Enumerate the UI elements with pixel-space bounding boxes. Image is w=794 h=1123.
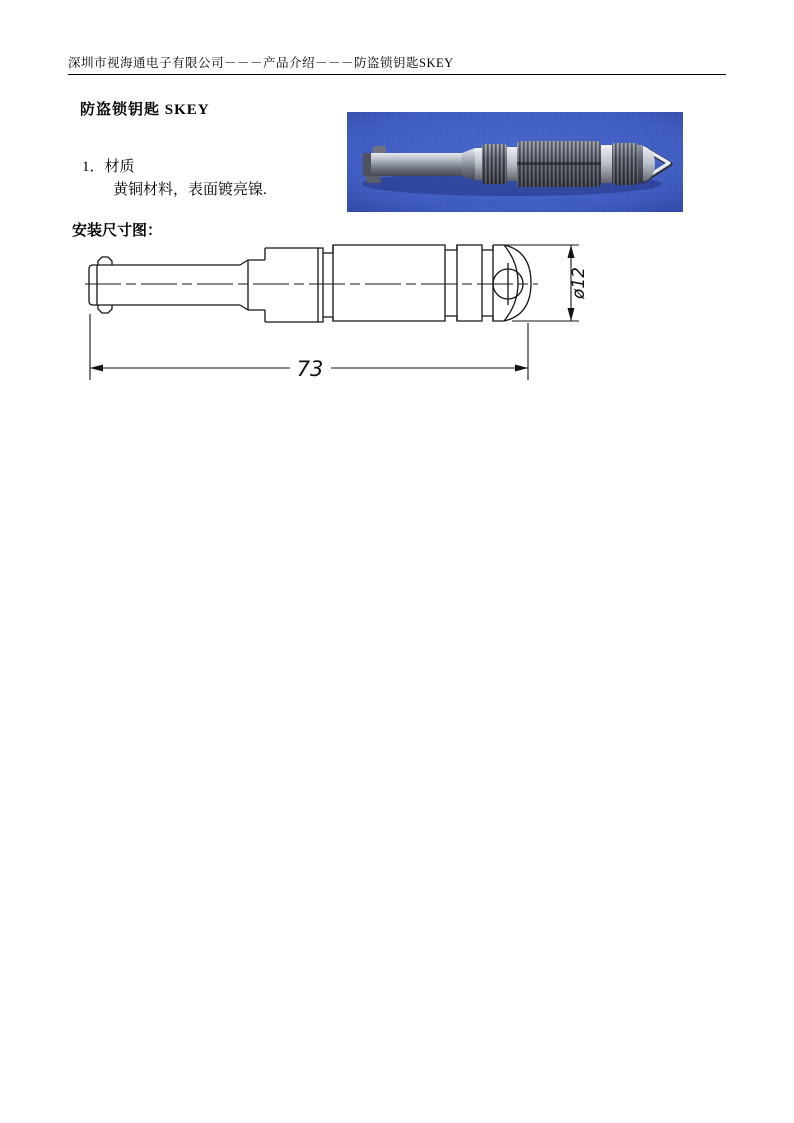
arrow-down: [568, 308, 575, 321]
product-photo-image: [347, 112, 683, 212]
drawing-collar: [265, 248, 323, 322]
drawing-neck: [248, 260, 265, 310]
arrow-left: [90, 365, 103, 372]
dimension-diameter: [505, 245, 579, 321]
install-dimensions-heading: 安装尺寸图：: [72, 223, 163, 239]
header-divider: [68, 74, 726, 75]
material-description: 黄铜材料，表面镀亮镍.: [113, 182, 267, 198]
drawing-shaft: [97, 265, 240, 305]
product-photo: [347, 112, 683, 212]
page-header-text: 深圳市视海通电子有限公司－－－产品介绍－－－防盗锁钥匙SKEY: [68, 56, 454, 70]
page-title: 防盗锁钥匙 SKEY: [80, 102, 210, 118]
drawing-bottom-lug: [98, 305, 112, 313]
dimension-drawing: [85, 240, 605, 385]
drawing-end-cap-inner-arc: [504, 245, 518, 321]
drawing-main-body: [333, 245, 445, 321]
drawing-groove-2: [445, 245, 457, 321]
drawing-ring: [457, 245, 482, 321]
arrow-right: [515, 365, 528, 372]
length-dimension-label: 73: [296, 357, 324, 381]
drawing-groove-3: [482, 245, 493, 321]
arrow-up: [568, 245, 575, 258]
drawing-groove-1: [323, 245, 333, 321]
material-item-number: 1．材质: [82, 159, 135, 175]
drawing-top-lug: [98, 257, 112, 265]
drawing-cone: [240, 260, 248, 310]
drawing-left-cap: [89, 265, 97, 305]
diameter-dimension-label: ø12: [569, 266, 589, 300]
key-outline-drawing: [85, 240, 605, 385]
